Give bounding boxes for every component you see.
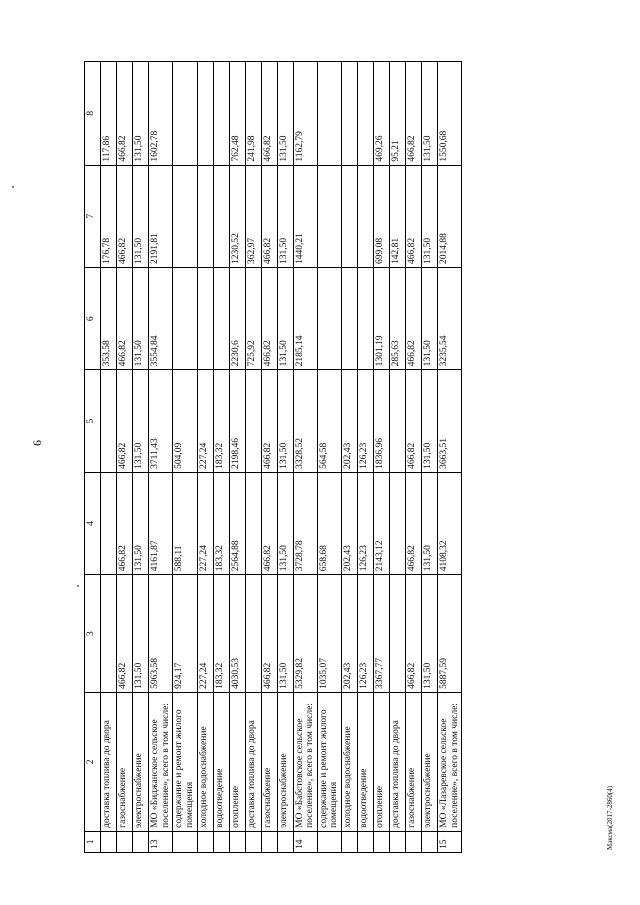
value-col-8-cell: 241,98 [245, 62, 261, 166]
header-cell: 4 [85, 472, 101, 574]
value-col-5-cell: 131,50 [422, 370, 438, 472]
table-row [261, 62, 277, 853]
value-col-5-cell: 466,82 [406, 370, 422, 472]
value-col-8-cell: 762,48 [229, 62, 245, 166]
value-col-5-cell: 202,43 [342, 370, 358, 472]
value-col-4-cell: 4108,32 [438, 472, 462, 574]
value-col-5-cell [245, 370, 261, 472]
value-col-3-cell: 202,43 [342, 575, 358, 693]
value-col-4-cell: 2143,12 [374, 472, 390, 574]
value-col-6-cell [197, 268, 213, 370]
row-number-cell [229, 831, 245, 852]
value-col-8-cell: 95,21 [390, 62, 406, 166]
table-row [277, 62, 293, 853]
value-col-4-cell: 466,82 [406, 472, 422, 574]
value-col-7-cell: 176,78 [101, 165, 117, 267]
value-col-6-cell: 131,50 [277, 268, 293, 370]
value-col-6-cell: 3554,84 [149, 268, 173, 370]
value-col-7-cell: 466,82 [117, 165, 133, 267]
row-number-cell [390, 831, 406, 852]
value-col-6-cell: 2185,14 [293, 268, 317, 370]
value-col-6-cell: 3235,54 [438, 268, 462, 370]
table-row [149, 62, 173, 853]
value-col-3-cell [101, 575, 117, 693]
table-row [245, 62, 261, 853]
value-col-4-cell: 131,50 [133, 472, 149, 574]
row-number-cell [245, 831, 261, 852]
row-number-cell [261, 831, 277, 852]
value-col-4-cell: 2564,88 [229, 472, 245, 574]
table-body [85, 62, 462, 853]
row-number-cell: 15 [438, 831, 462, 852]
value-col-3-cell [245, 575, 261, 693]
value-col-4-cell: 131,50 [422, 472, 438, 574]
header-cell: 3 [85, 575, 101, 693]
value-col-4-cell: 202,43 [342, 472, 358, 574]
value-col-6-cell [358, 268, 374, 370]
row-number-cell [317, 831, 341, 852]
row-number-cell [277, 831, 293, 852]
table-row [406, 62, 422, 853]
value-col-4-cell: 3728,78 [293, 472, 317, 574]
value-col-7-cell: 362,97 [245, 165, 261, 267]
table-row [422, 62, 438, 853]
header-row [85, 62, 101, 853]
table-row [229, 62, 245, 853]
value-col-5-cell: 3328,52 [293, 370, 317, 472]
row-number-cell [358, 831, 374, 852]
table-row [390, 62, 406, 853]
value-col-5-cell: 3711,43 [149, 370, 173, 472]
row-number-cell: 14 [293, 831, 317, 852]
indicator-name-cell: доставка топлива до двора [390, 692, 406, 831]
value-col-7-cell: 1440,21 [293, 165, 317, 267]
value-col-7-cell: 2191,81 [149, 165, 173, 267]
value-col-3-cell: 5329,82 [293, 575, 317, 693]
value-col-3-cell: 5963,58 [149, 575, 173, 693]
table-row [342, 62, 358, 853]
table-row [317, 62, 341, 853]
value-col-3-cell: 466,82 [117, 575, 133, 693]
value-col-6-cell: 466,82 [406, 268, 422, 370]
value-col-8-cell [213, 62, 229, 166]
table-row [374, 62, 390, 853]
value-col-5-cell: 466,82 [261, 370, 277, 472]
table-row [358, 62, 374, 853]
value-col-3-cell: 131,50 [277, 575, 293, 693]
value-col-6-cell [173, 268, 197, 370]
value-col-4-cell [390, 472, 406, 574]
row-number-cell [213, 831, 229, 852]
value-col-7-cell: 131,50 [277, 165, 293, 267]
value-col-4-cell: 466,82 [117, 472, 133, 574]
value-col-4-cell: 183,32 [213, 472, 229, 574]
row-number-cell [117, 831, 133, 852]
value-col-8-cell: 469,26 [374, 62, 390, 166]
indicator-name-cell: электроснабжение [422, 692, 438, 831]
value-col-5-cell: 3663,51 [438, 370, 462, 472]
table-row [133, 62, 149, 853]
value-col-7-cell: 2014,88 [438, 165, 462, 267]
rotated-table-container [84, 61, 602, 853]
value-col-5-cell [101, 370, 117, 472]
indicator-name-cell: газоснабжение [406, 692, 422, 831]
header-cell: 7 [85, 165, 101, 267]
value-col-5-cell: 131,50 [133, 370, 149, 472]
value-col-7-cell: 466,82 [261, 165, 277, 267]
value-col-6-cell: 725,92 [245, 268, 261, 370]
indicator-name-cell: МО «Лазаревское сельское поселение», всего в том числе: [438, 692, 462, 831]
indicator-name-cell: газоснабжение [117, 692, 133, 831]
value-col-3-cell: 183,32 [213, 575, 229, 693]
row-number-cell [422, 831, 438, 852]
value-col-8-cell: 466,82 [261, 62, 277, 166]
table-row [101, 62, 117, 853]
value-col-7-cell: 466,82 [406, 165, 422, 267]
value-col-7-cell [317, 165, 341, 267]
value-col-7-cell [173, 165, 197, 267]
indicator-name-cell: доставка топлива до двора [101, 692, 117, 831]
value-col-4-cell: 588,11 [173, 472, 197, 574]
value-col-6-cell: 2230,6 [229, 268, 245, 370]
value-col-3-cell: 466,82 [261, 575, 277, 693]
value-col-8-cell [342, 62, 358, 166]
value-col-5-cell: 131,50 [277, 370, 293, 472]
header-cell: 5 [85, 370, 101, 472]
value-col-3-cell: 466,82 [406, 575, 422, 693]
indicator-name-cell: содержание и ремонт жилого помещения [173, 692, 197, 831]
value-col-7-cell: 131,50 [422, 165, 438, 267]
value-col-6-cell: 131,50 [422, 268, 438, 370]
value-col-8-cell: 117,86 [101, 62, 117, 166]
row-number-cell [101, 831, 117, 852]
row-number-cell [133, 831, 149, 852]
row-number-cell [173, 831, 197, 852]
value-col-6-cell: 466,82 [261, 268, 277, 370]
value-col-5-cell [390, 370, 406, 472]
value-col-3-cell: 924,17 [173, 575, 197, 693]
value-col-8-cell: 131,50 [277, 62, 293, 166]
value-col-4-cell: 126,23 [358, 472, 374, 574]
value-col-4-cell: 466,82 [261, 472, 277, 574]
value-col-3-cell: 126,23 [358, 575, 374, 693]
indicator-name-cell: электроснабжение [277, 692, 293, 831]
header-cell: 6 [85, 268, 101, 370]
table-row [173, 62, 197, 853]
indicator-name-cell: электроснабжение [133, 692, 149, 831]
tariff-table [84, 61, 462, 853]
value-col-7-cell: 131,50 [133, 165, 149, 267]
value-col-6-cell: 285,63 [390, 268, 406, 370]
value-col-6-cell [317, 268, 341, 370]
table-row [117, 62, 133, 853]
value-col-3-cell [390, 575, 406, 693]
value-col-8-cell: 1162,79 [293, 62, 317, 166]
value-col-5-cell: 466,82 [117, 370, 133, 472]
indicator-name-cell: содержание и ремонт жилого помещения [317, 692, 341, 831]
indicator-name-cell: холодное водоснабжение [197, 692, 213, 831]
indicator-name-cell: газоснабжение [261, 692, 277, 831]
value-col-6-cell: 353,58 [101, 268, 117, 370]
value-col-7-cell: 699,08 [374, 165, 390, 267]
value-col-7-cell: 1230,52 [229, 165, 245, 267]
value-col-8-cell: 1602,78 [149, 62, 173, 166]
value-col-6-cell: 131,50 [133, 268, 149, 370]
side-note: Максма(2017-2860(4) [606, 786, 614, 850]
value-col-8-cell [358, 62, 374, 166]
header-cell: 1 [85, 831, 101, 852]
value-col-3-cell: 131,50 [422, 575, 438, 693]
value-col-5-cell: 227,24 [197, 370, 213, 472]
value-col-5-cell: 1836,96 [374, 370, 390, 472]
value-col-3-cell: 3367,77 [374, 575, 390, 693]
value-col-8-cell [197, 62, 213, 166]
header-cell: 8 [85, 62, 101, 166]
value-col-8-cell: 131,50 [133, 62, 149, 166]
value-col-8-cell: 131,50 [422, 62, 438, 166]
scan-speck [12, 186, 14, 188]
row-number-cell [374, 831, 390, 852]
value-col-4-cell [101, 472, 117, 574]
indicator-name-cell: водоотведение [213, 692, 229, 831]
header-cell: 2 [85, 692, 101, 831]
value-col-4-cell: 4161,87 [149, 472, 173, 574]
value-col-5-cell: 126,23 [358, 370, 374, 472]
value-col-8-cell [173, 62, 197, 166]
value-col-3-cell: 1035,07 [317, 575, 341, 693]
table-row [293, 62, 317, 853]
row-number-cell [342, 831, 358, 852]
value-col-8-cell: 466,82 [406, 62, 422, 166]
table-row [213, 62, 229, 853]
value-col-8-cell: 1550,68 [438, 62, 462, 166]
indicator-name-cell: МО «Бабстовское сельское поселение», всего в том числе: [293, 692, 317, 831]
value-col-5-cell: 564,58 [317, 370, 341, 472]
value-col-6-cell [213, 268, 229, 370]
page-number: 6 [30, 440, 44, 446]
value-col-3-cell: 5887,59 [438, 575, 462, 693]
indicator-name-cell: водоотведение [358, 692, 374, 831]
value-col-7-cell [197, 165, 213, 267]
table-row [438, 62, 462, 853]
indicator-name-cell: доставка топлива до двора [245, 692, 261, 831]
value-col-8-cell: 466,82 [117, 62, 133, 166]
value-col-7-cell [358, 165, 374, 267]
value-col-8-cell [317, 62, 341, 166]
row-number-cell [197, 831, 213, 852]
value-col-7-cell: 142,81 [390, 165, 406, 267]
value-col-4-cell: 658,68 [317, 472, 341, 574]
value-col-6-cell: 1301,19 [374, 268, 390, 370]
scan-speck [77, 585, 79, 587]
value-col-5-cell: 183,32 [213, 370, 229, 472]
indicator-name-cell: отопление [229, 692, 245, 831]
table-row [197, 62, 213, 853]
row-number-cell [406, 831, 422, 852]
indicator-name-cell: МО «Биджанское сельское поселение», всего в том числе: [149, 692, 173, 831]
value-col-4-cell: 227,24 [197, 472, 213, 574]
value-col-7-cell [342, 165, 358, 267]
value-col-5-cell: 2198,46 [229, 370, 245, 472]
value-col-3-cell: 227,24 [197, 575, 213, 693]
value-col-4-cell [245, 472, 261, 574]
value-col-4-cell: 131,50 [277, 472, 293, 574]
row-number-cell: 13 [149, 831, 173, 852]
value-col-5-cell: 504,09 [173, 370, 197, 472]
value-col-7-cell [213, 165, 229, 267]
value-col-3-cell: 4030,53 [229, 575, 245, 693]
indicator-name-cell: отопление [374, 692, 390, 831]
value-col-6-cell: 466,82 [117, 268, 133, 370]
value-col-6-cell [342, 268, 358, 370]
indicator-name-cell: холодное водоснабжение [342, 692, 358, 831]
value-col-3-cell: 131,50 [133, 575, 149, 693]
